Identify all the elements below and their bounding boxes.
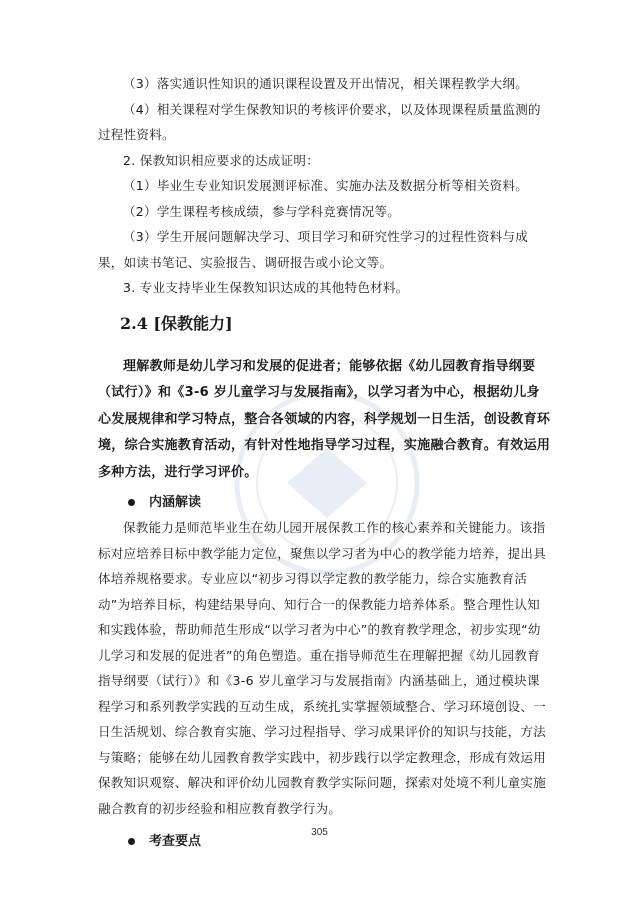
list-item: （2）学生课程考核成绩，参与学科竞赛情况等。 bbox=[123, 203, 401, 219]
list-item: 3. 专业支持毕业生保教知识达成的其他特色材料。 bbox=[123, 280, 409, 295]
bullet-heading-connotation bbox=[128, 490, 552, 515]
standard-block bbox=[98, 354, 552, 487]
section-heading: 2.4 [保教能力] bbox=[120, 313, 233, 333]
standard-text: 理解教师是幼儿学习和发展的促进者；能够依据《幼儿园教育指导纲要（试行）》和《3-6 岁儿童学习与发展指南》，以学习者为中心，根据幼儿身心发展规律和学习特点，整合各领域的内容，科学规划一日生活，创设教育环境，综合实施教育活动，有针对性地指导学习过程，实施融合教育。有效运用多种方法，进行学习评价。 bbox=[98, 358, 551, 480]
bullet-icon bbox=[128, 499, 135, 506]
list-item: （4）相关课程对学生保教知识的考核评价要求，以及体现课程质量监测的过程性资料。 bbox=[98, 101, 541, 142]
check-heading: 考查要点 bbox=[149, 834, 202, 849]
list-item: （3）落实通识性知识的通识课程设置及开出情况，相关课程教学大纲。 bbox=[123, 76, 529, 91]
list-item: （1）毕业生专业知识发展测评标准、实施办法及数据分析等相关资料。 bbox=[123, 178, 529, 193]
document-body bbox=[98, 71, 552, 854]
list-item: （3）学生开展问题解决学习、项目学习和研究性学习的过程性资料与成果，如读书笔记、实验报告、调研报告或小论文等。 bbox=[98, 229, 529, 270]
page-number: 305 bbox=[311, 827, 328, 838]
list-item: 2. 保教知识相应要求的达成证明： bbox=[123, 152, 320, 168]
connotation-text: 保教能力是师范毕业生在幼儿园开展保教工作的核心素养和关键能力。该指标对应培养目标中教学能力定位，聚焦以学习者为中心的教学能力培养，提出具体培养规格要求。专业应以“初步习得以学定教的教学能力，综合实施教育活动”为培养目标，构建结果导向、知行合一的保教能力培养体系。整合理性认知和实践体验，帮助师范生形成“以学习者为中心”的教育教学理念，初步实现“幼儿学习和发展的促进者”的角色塑造。重在指导师范生在理解把握《幼儿园教育指导纲要（试行）》和《3-6 岁儿童学习与发展指南》内涵基础上，通过模块课程学习和系列教学实践的互动生成，系统扎实掌握领域整合、学习环境创设、一日生活规划、综合教育实施、学习过程指导、学习成果评价的知识与技能，方法与策略；能够在幼儿园教育教学实践中，初步践行以学定教理念，形成有效运用保教知识观察、解决和评价幼儿园教育教学实际问题，探索对处境不利儿童实施融合教育的初步经验和相应教育教学行为。 bbox=[98, 520, 547, 816]
bullet-icon bbox=[128, 838, 135, 845]
connotation-heading: 内涵解读 bbox=[149, 495, 202, 510]
